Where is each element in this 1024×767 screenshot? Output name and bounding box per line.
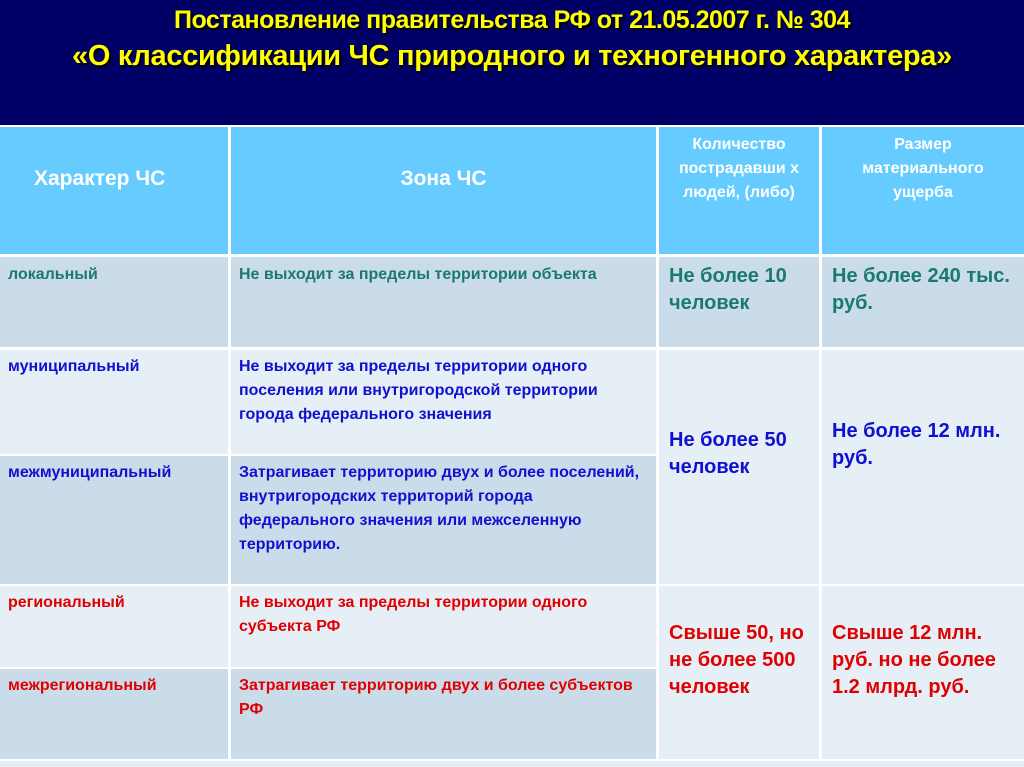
row-municipal-type: муниципальный: [0, 350, 228, 454]
row-regional-type: региональный: [0, 586, 228, 667]
local-damage: Не более 240 тыс. руб.: [822, 257, 1024, 347]
municipal-damage: Не более 12 млн. руб.: [822, 350, 1024, 584]
row-interregional-type: межрегиональный: [0, 669, 228, 759]
regional-victims: Свыше 50, но не более 500 человек: [659, 586, 819, 759]
row-local-zone: Не выходит за пределы территории объекта: [231, 257, 656, 347]
header-type: [0, 127, 228, 254]
regional-damage: Свыше 12 млн. руб. но не более 1.2 млрд. руб.: [822, 586, 1024, 759]
slide-title: [0, 0, 1024, 125]
row-regional-zone: Не выходит за пределы территории одного субъекта РФ: [231, 586, 656, 667]
municipal-victims: Не более 50 человек: [659, 350, 819, 584]
header-zone-label: Зона ЧС: [400, 167, 487, 190]
title-line-2: «О классификации ЧС природного и техногенного характера»: [72, 40, 952, 72]
title-line-1: Постановление правительства РФ от 21.05.2007 г. № 304: [174, 6, 850, 34]
header-damage-label: Размер материального ущерба: [862, 136, 984, 201]
table-bottom-strip: [0, 761, 1024, 767]
header-type-label: Характер ЧС: [34, 167, 166, 190]
row-municipal-zone: Не выходит за пределы территории одного поселения или внутригородской территории города федерального значения: [231, 350, 656, 454]
row-intermunicipal-type: межмуниципальный: [0, 456, 228, 584]
header-damage: [822, 127, 1024, 254]
header-zone: [231, 127, 656, 254]
header-victims: [659, 127, 819, 254]
row-intermunicipal-zone: Затрагивает территорию двух и более поселений, внутригородских территорий города федерального значения или межселенную территорию.: [231, 456, 656, 584]
local-victims: Не более 10 человек: [659, 257, 819, 347]
row-interregional-zone: Затрагивает территорию двух и более субъектов РФ: [231, 669, 656, 759]
header-victims-label: Количество пострадавши х людей, (либо): [678, 136, 800, 201]
row-local-type: локальный: [0, 257, 228, 347]
